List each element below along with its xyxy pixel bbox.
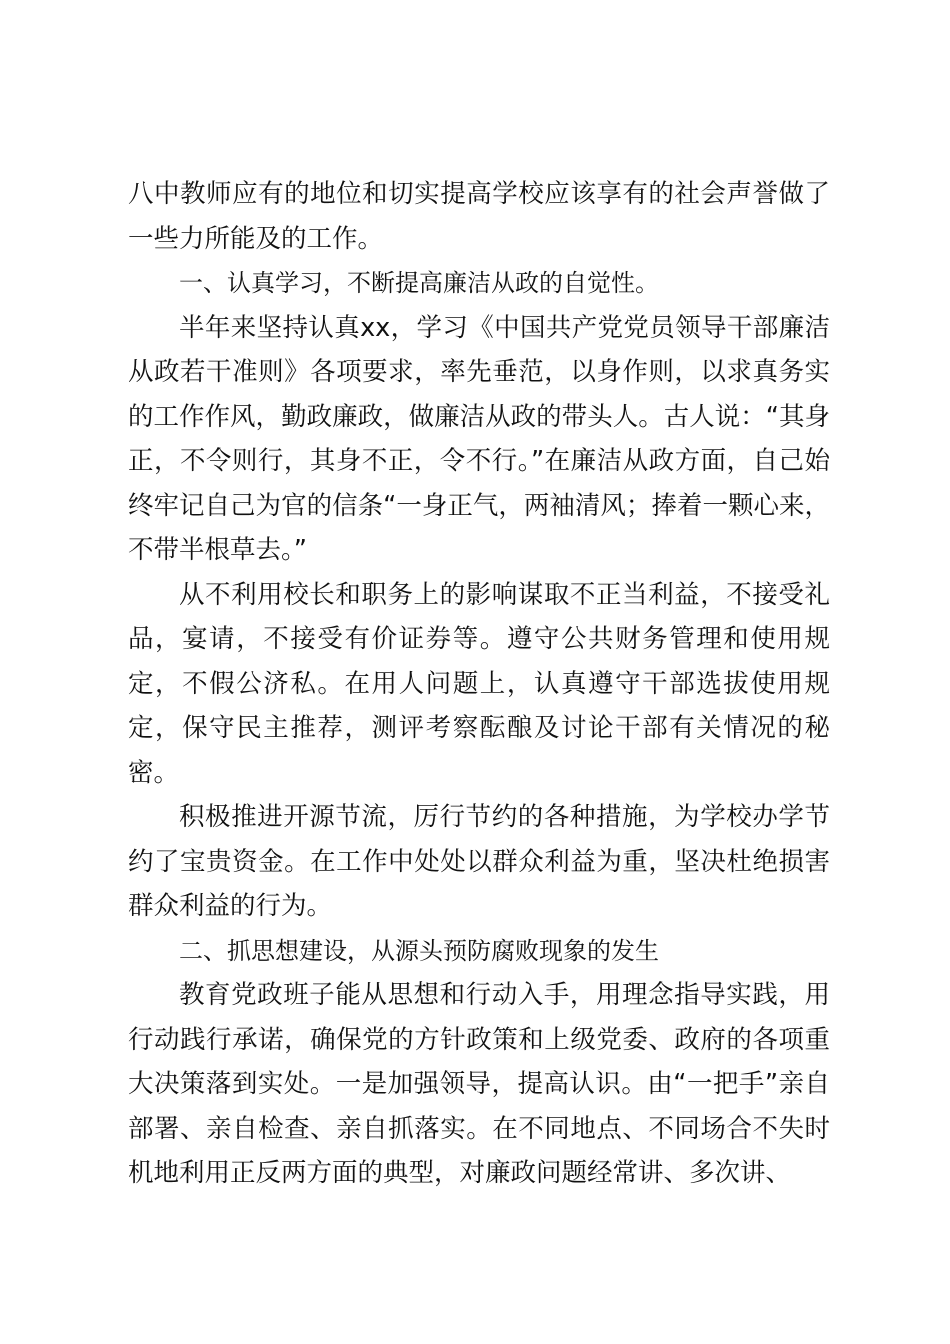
section-heading-2: 二、抓思想建设，从源头预防腐败现象的发生 xyxy=(179,936,659,965)
paragraph: 半年来坚持认真xx，学习《中国共产党党员领导干部廉洁从政若干准则》各项要求，率先垂范，以身作则，以求真务实的工作作风，勤政廉政，做廉洁从政的带头人。古人说：“其身正，不令则行，其身不正，令不行。”在廉洁从政方面，自己始终牢记自己为官的信条“一身正气，两袖清风；捧着一颗心来，不带半根草去。” xyxy=(128,312,830,565)
section-heading-1: 一、认真学习，不断提高廉洁从政的自觉性。 xyxy=(179,269,659,297)
paragraph: 教育党政班子能从思想和行动入手，用理念指导实践，用行动践行承诺，确保党的方针政策和上级党委、政府的各项重大决策落到实处。一是加强领导，提高认识。由“一把手”亲自部署、亲自检查、亲自抓落实。在不同地点、不同场合不失时机地利用正反两方面的典型，对廉政问题经常讲、多次讲、 xyxy=(128,980,830,1188)
document-body xyxy=(128,172,830,1196)
paragraph-continued: 八中教师应有的地位和切实提高学校应该享有的社会声誉做了一些力所能及的工作。 xyxy=(128,179,830,254)
paragraph: 积极推进开源节流，厉行节约的各种措施，为学校办学节约了宝贵资金。在工作中处处以群众利益为重，坚决杜绝损害群众利益的行为。 xyxy=(128,802,830,921)
paragraph: 从不利用校长和职务上的影响谋取不正当利益，不接受礼品，宴请，不接受有价证券等。遵守公共财务管理和使用规定，不假公济私。在用人问题上，认真遵守干部选拔使用规定，保守民主推荐，测评考察酝酿及讨论干部有关情况的秘密。 xyxy=(128,579,830,788)
